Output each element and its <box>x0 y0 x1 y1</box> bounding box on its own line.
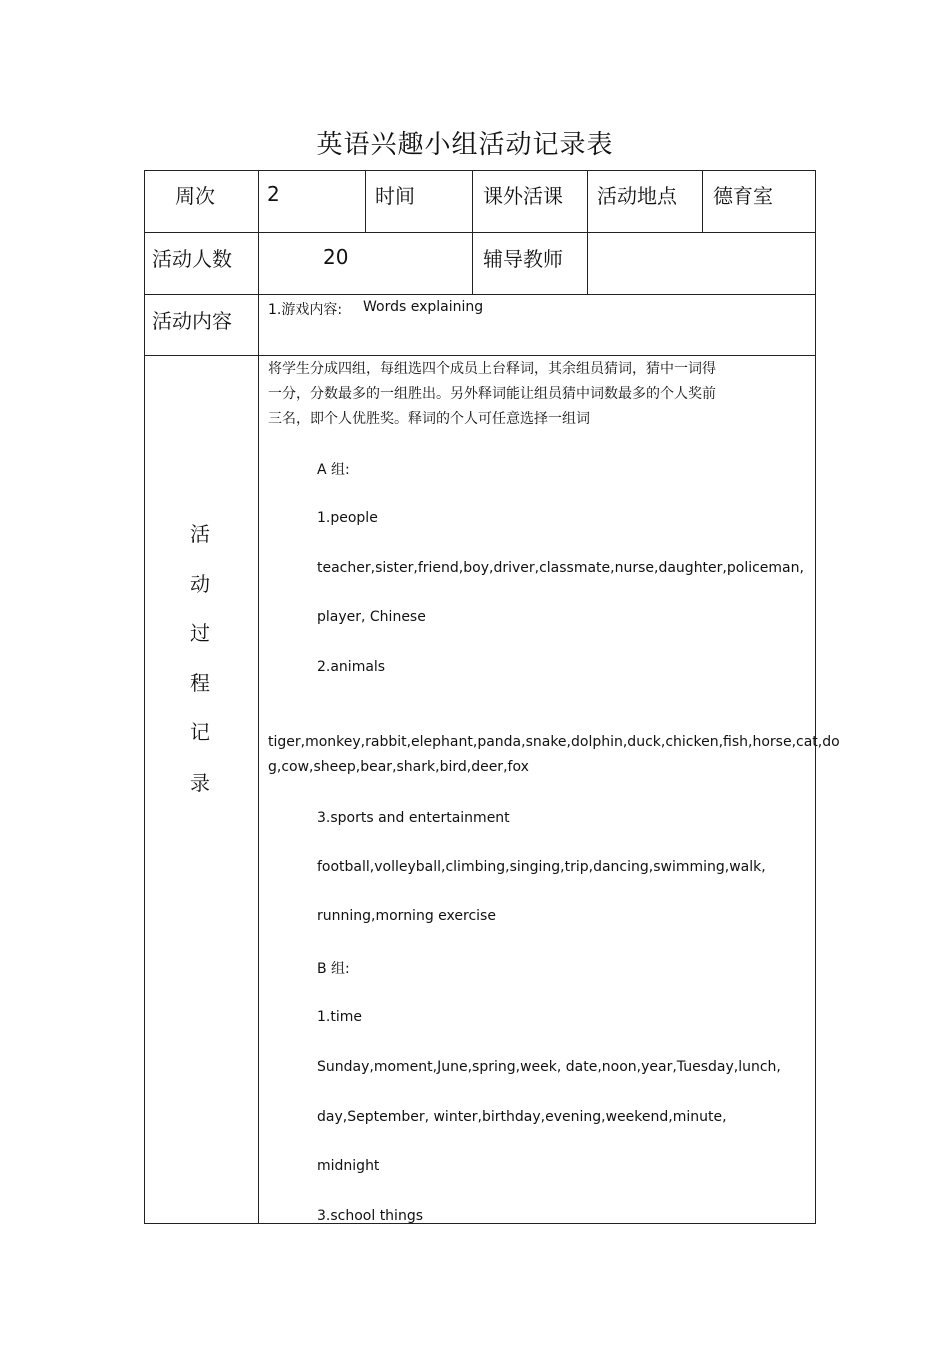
process-label-char: 录 <box>190 771 210 795</box>
week-value: 2 <box>267 182 280 206</box>
time-label: 时间 <box>375 184 415 208</box>
row-divider <box>144 294 816 295</box>
process-intro <box>268 357 758 432</box>
word-list: g,cow,sheep,bear,shark,bird,deer,fox <box>268 759 529 775</box>
column-divider <box>587 170 588 294</box>
row-divider <box>144 232 816 233</box>
group-heading: A 组: <box>317 462 350 478</box>
word-list: midnight <box>317 1158 380 1174</box>
category-heading: 2.animals <box>317 659 386 675</box>
column-divider <box>472 170 473 294</box>
participants-value: 20 <box>323 245 349 269</box>
content-prefix: 1.游戏内容: <box>268 302 343 318</box>
participants-label: 活动人数 <box>152 247 232 271</box>
process-label-char: 活 <box>190 522 210 546</box>
time-value: 课外活课 <box>483 184 563 208</box>
content-label: 活动内容 <box>152 309 232 333</box>
teacher-label: 辅导教师 <box>483 247 563 271</box>
page-title: 英语兴趣小组活动记录表 <box>316 130 614 160</box>
process-label-char: 记 <box>190 720 210 744</box>
row-divider <box>144 355 816 356</box>
group-heading: B 组: <box>317 961 350 977</box>
location-value: 德育室 <box>713 184 773 208</box>
word-list: Sunday,moment,June,spring,week, date,noon,year,Tuesday,lunch, <box>317 1059 781 1075</box>
word-list: football,volleyball,climbing,singing,trip,dancing,swimming,walk, <box>317 859 766 875</box>
column-divider <box>365 170 366 232</box>
process-label-char: 程 <box>190 671 210 695</box>
process-label-char: 动 <box>190 572 210 596</box>
category-heading: 1.time <box>317 1009 362 1025</box>
category-heading: 3.school things <box>317 1208 423 1224</box>
word-list: player, Chinese <box>317 609 426 625</box>
word-list: tiger,monkey,rabbit,elephant,panda,snake,dolphin,duck,chicken,fish,horse,cat,do <box>268 734 840 750</box>
category-heading: 3.sports and entertainment <box>317 810 510 826</box>
word-list: day,September, winter,birthday,evening,weekend,minute, <box>317 1109 727 1125</box>
category-heading: 1.people <box>317 510 378 526</box>
week-label: 周次 <box>175 184 215 208</box>
location-label: 活动地点 <box>597 184 677 208</box>
content-value: Words explaining <box>363 299 484 315</box>
intro-line: 三名，即个人优胜奖。释词的个人可任意选择一组词 <box>268 411 590 427</box>
process-label-char: 过 <box>190 621 210 645</box>
column-divider <box>702 170 703 232</box>
word-list: running,morning exercise <box>317 908 496 924</box>
column-divider <box>258 170 259 1224</box>
intro-line: 一分，分数最多的一组胜出。另外释词能让组员猜中词数最多的个人奖前 <box>268 386 716 402</box>
word-list: teacher,sister,friend,boy,driver,classmate,nurse,daughter,policeman, <box>317 560 804 576</box>
intro-line: 将学生分成四组，每组选四个成员上台释词，其余组员猜词，猜中一词得 <box>268 361 716 377</box>
